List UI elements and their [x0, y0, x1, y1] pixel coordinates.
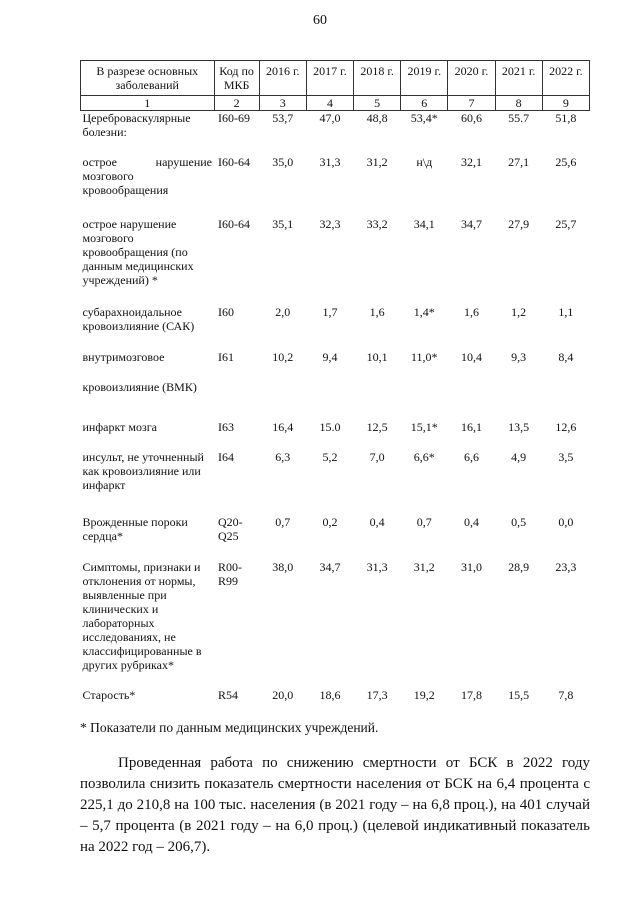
value-cell: 27,9: [508, 216, 530, 231]
column-number: 1: [81, 96, 215, 111]
value-cell: 6,3: [275, 449, 291, 464]
icd-code-cell: I60-69: [218, 111, 251, 125]
icd-code-cell: I64: [218, 449, 235, 464]
header-year-2016: 2016 г.: [259, 61, 306, 96]
column-number: 5: [354, 96, 401, 111]
value-cell: 7,8: [558, 687, 574, 702]
header-year-2019: 2019 г.: [401, 61, 448, 96]
icd-code-cell: I63: [218, 419, 235, 434]
value-cell: 16,4: [272, 419, 294, 434]
value-cell: 38,0: [272, 559, 294, 574]
value-cell: 5,2: [322, 449, 338, 464]
value-cell: 31,2: [413, 559, 435, 574]
table-row: [81, 217, 590, 305]
disease-name-cell: острое нарушение мозгового кровообращения: [82, 154, 213, 197]
table-row: [81, 305, 590, 350]
value-cell: 7,0: [369, 449, 385, 464]
value-cell: 9,4: [322, 349, 338, 364]
value-cell: 16,1: [460, 419, 482, 434]
header-year-2021: 2021 г.: [495, 61, 542, 96]
table-row: [81, 515, 590, 560]
disease-name-cell: Симптомы, признаки и отклонения от нормы, выявленные при клинических и лабораторных исследованиях, не классифицированные в других рубриках*: [82, 559, 202, 672]
summary-paragraph: Проведенная работа по снижению смертности от БСК в 2022 году позволила снизить показатель смертности населения от БСК на 6,4 процента с 225,1 до 210,8 на 100 тыс. населения (в 2021 году – на 6,8 проц.), на 401 случай – 5,7 процента (в 2021 году – на 6,0 проц.) (целевой индикативный показатель на 2022 год – 206,7).: [80, 755, 590, 855]
value-cell: 34,7: [319, 559, 341, 574]
disease-name-cell: кровоизлияние (ВМК): [82, 379, 197, 394]
page-number: 60: [313, 13, 327, 28]
table-row: [81, 111, 590, 155]
column-number: 9: [542, 96, 589, 111]
disease-name-cell: Цереброваскулярные болезни:: [82, 111, 191, 139]
value-cell: 47,0: [319, 111, 341, 125]
value-cell: [448, 380, 495, 420]
value-cell: 55.7: [508, 111, 530, 125]
icd-code-cell: R00-R99: [218, 559, 243, 588]
column-number: 4: [306, 96, 353, 111]
value-cell: 12,5: [366, 419, 388, 434]
value-cell: 4,9: [511, 449, 527, 464]
value-cell: 33,2: [366, 216, 388, 231]
value-cell: 0,7: [275, 514, 291, 529]
table-body: [81, 111, 590, 710]
value-cell: 1,2: [511, 304, 527, 319]
value-cell: 23,3: [555, 559, 577, 574]
value-cell: [306, 380, 353, 420]
value-cell: 13,5: [508, 419, 530, 434]
value-cell: 35,1: [272, 216, 294, 231]
value-cell: 51,8: [555, 111, 577, 125]
value-cell: 0,7: [416, 514, 432, 529]
header-code: Код по МКБ: [214, 61, 259, 96]
value-cell: [495, 380, 542, 420]
icd-code-cell: I61: [218, 349, 235, 364]
value-cell: 1,6: [463, 304, 479, 319]
value-cell: 2,0: [275, 304, 291, 319]
disease-name-cell: острое нарушение мозгового кровообращения (по данным медицинских учреждений) *: [82, 216, 194, 287]
value-cell: 0,4: [463, 514, 479, 529]
value-cell: 18,6: [319, 687, 341, 702]
value-cell: 8,4: [558, 349, 574, 364]
value-cell: 12,6: [555, 419, 577, 434]
value-cell: 0,2: [322, 514, 338, 529]
disease-name-cell: субарахноидальное кровоизлияние (САК): [82, 304, 195, 333]
table-row: [81, 420, 590, 450]
value-cell: 11,0*: [411, 349, 438, 364]
value-cell: [354, 380, 401, 420]
header-year-2018: 2018 г.: [354, 61, 401, 96]
value-cell: 0,0: [558, 514, 574, 529]
column-number: 8: [495, 96, 542, 111]
value-cell: 10,1: [366, 349, 388, 364]
value-cell: 34,7: [460, 216, 482, 231]
value-cell: 34,1: [413, 216, 435, 231]
icd-code-cell: [214, 380, 259, 420]
value-cell: 17,8: [460, 687, 482, 702]
value-cell: 15,5: [508, 687, 530, 702]
icd-code-cell: I60-64: [218, 216, 251, 231]
icd-code-cell: R54: [218, 687, 239, 702]
value-cell: 6,6: [463, 449, 479, 464]
value-cell: 48,8: [366, 111, 388, 125]
table-row: [81, 380, 590, 420]
value-cell: 1,4*: [413, 304, 435, 319]
value-cell: 1,7: [322, 304, 338, 319]
mortality-table: [80, 60, 590, 710]
value-cell: 25,7: [555, 216, 577, 231]
value-cell: 53,7: [272, 111, 294, 125]
icd-code-cell: I60: [218, 304, 235, 319]
value-cell: 31,3: [366, 559, 388, 574]
table-row: [81, 155, 590, 217]
column-number: 7: [448, 96, 495, 111]
header-year-2020: 2020 г.: [448, 61, 495, 96]
table-row: [81, 688, 590, 710]
disease-name-cell: инфаркт мозга: [82, 419, 157, 434]
table-row: [81, 560, 590, 688]
icd-code-cell: I60-64: [218, 154, 251, 169]
value-cell: [542, 380, 589, 420]
value-cell: 0,5: [511, 514, 527, 529]
value-cell: 10,4: [460, 349, 482, 364]
value-cell: 32,3: [319, 216, 341, 231]
value-cell: 1,1: [558, 304, 574, 319]
value-cell: 20,0: [272, 687, 294, 702]
table-header-row: [81, 61, 590, 96]
value-cell: 3,5: [558, 449, 574, 464]
value-cell: 27,1: [508, 154, 530, 169]
value-cell: 1,6: [369, 304, 385, 319]
value-cell: 15.0: [319, 419, 341, 434]
footnote: * Показатели по данным медицинских учреждений.: [80, 720, 379, 735]
column-number: 2: [214, 96, 259, 111]
value-cell: 32,1: [460, 154, 482, 169]
icd-code-cell: Q20-Q25: [218, 514, 243, 543]
disease-name-cell: Врожденные пороки сердца*: [82, 514, 188, 543]
value-cell: 35,0: [272, 154, 294, 169]
value-cell: 19,2: [413, 687, 435, 702]
value-cell: 0,4: [369, 514, 385, 529]
value-cell: 28,9: [508, 559, 530, 574]
value-cell: н\д: [416, 154, 433, 169]
table-row: [81, 350, 590, 380]
value-cell: [401, 380, 448, 420]
disease-name-cell: внутримозговое: [82, 349, 165, 364]
value-cell: 6,6*: [413, 449, 435, 464]
header-year-2017: 2017 г.: [306, 61, 353, 96]
disease-name-cell: инсульт, не уточненный как кровоизлияние или инфаркт: [82, 449, 204, 492]
disease-name-cell: Старость*: [82, 687, 136, 702]
value-cell: 17,3: [366, 687, 388, 702]
value-cell: 31,2: [366, 154, 388, 169]
value-cell: 10,2: [272, 349, 294, 364]
value-cell: 9,3: [511, 349, 527, 364]
value-cell: 53,4*: [410, 111, 438, 125]
column-number: 6: [401, 96, 448, 111]
table-row: [81, 450, 590, 515]
value-cell: [259, 380, 306, 420]
column-number-row: [81, 96, 590, 111]
value-cell: 31,0: [460, 559, 482, 574]
header-disease: В разрезе основных заболеваний: [81, 61, 215, 96]
value-cell: 25,6: [555, 154, 577, 169]
header-year-2022: 2022 г.: [542, 61, 589, 96]
column-number: 3: [259, 96, 306, 111]
value-cell: 15,1*: [410, 419, 438, 434]
value-cell: 31,3: [319, 154, 341, 169]
value-cell: 60,6: [460, 111, 482, 125]
